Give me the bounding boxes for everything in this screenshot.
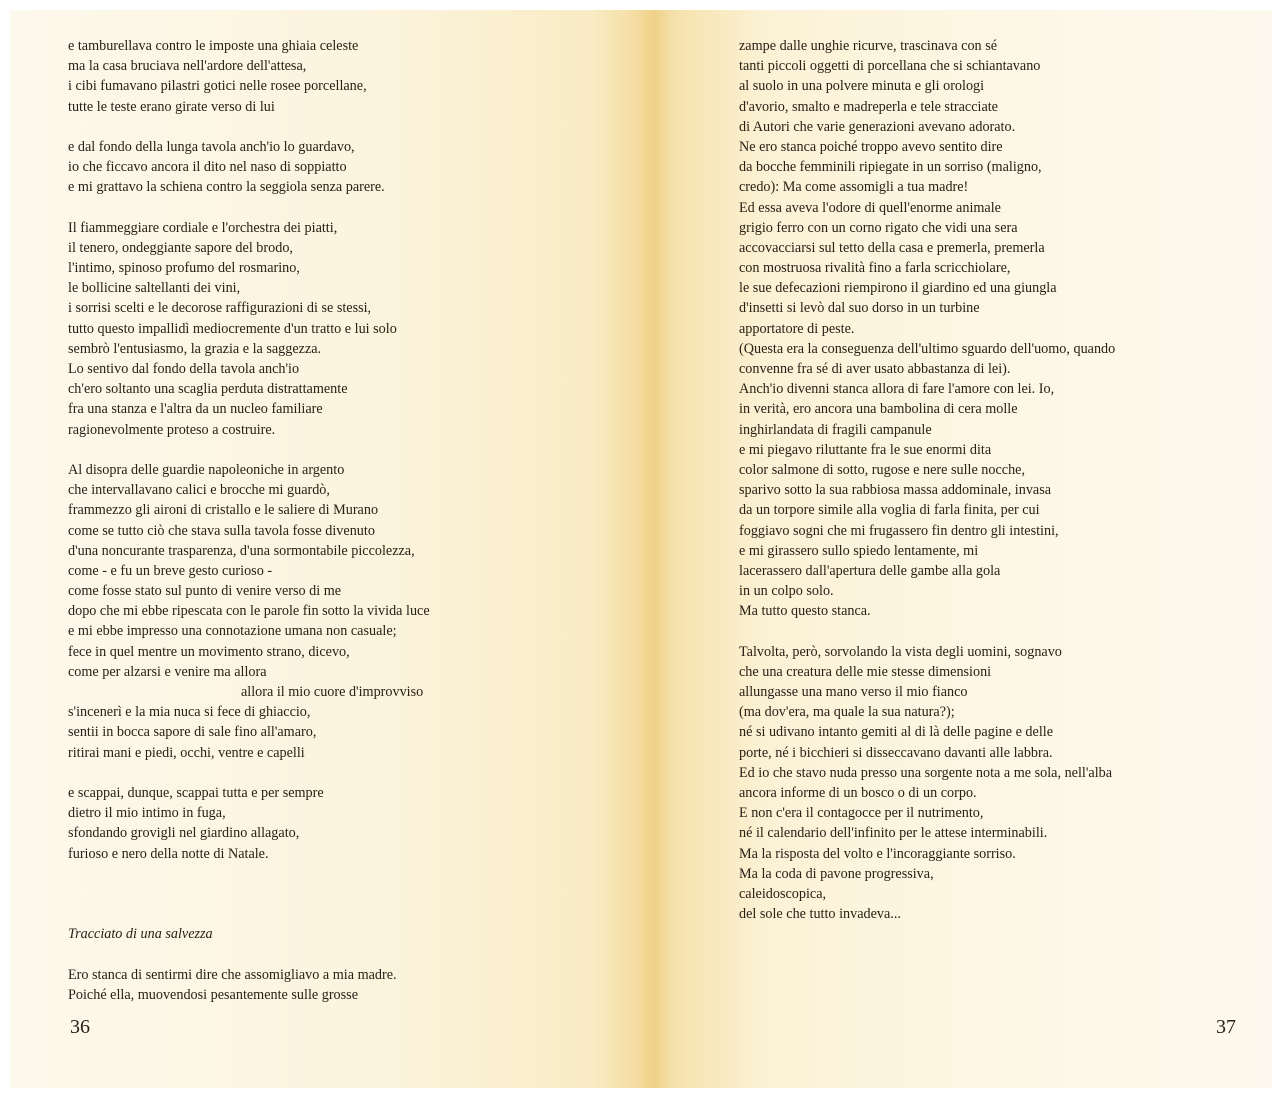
text-line: caleidoscopica, [739,885,827,902]
text-line: Lo sentivo dal fondo della tavola anch'io [68,361,300,377]
left-page [10,10,640,1088]
text-line: le bollicine saltellanti dei vini, [68,280,241,297]
right-page-text [739,36,1115,924]
text-line: d'avorio, smalto e madreperla e tele stracciate [739,98,998,115]
text-line: Anch'io divenni stanca allora di fare l'amore con lei. Io, [739,381,1055,398]
text-line: come se tutto ciò che stava sulla tavola fosse divenuto [68,522,375,539]
text-line: fra una stanza e l'altra da un nucleo familiare [68,401,323,418]
text-line: e mi piegavo riluttante fra le sue enormi dita [739,441,992,458]
stanza-break [68,944,430,964]
text-line: ragionevolmente proteso a costruire. [68,421,276,438]
text-line: e scappai, dunque, scappai tutta e per sempre [68,784,324,801]
text-line: (Questa era la conseguenza dell'ultimo sguardo dell'uomo, quando [739,340,1116,357]
text-line: sentii in bocca sapore di sale fino all'amaro, [68,724,317,741]
text-line: e mi girassero sullo spiedo lentamente, mi [739,542,979,559]
text-line: credo): Ma come assomigli a tua madre! [739,179,969,196]
section-title: Tracciato di una salvezza [68,926,213,943]
text-line: allungasse una mano verso il mio fianco [739,684,968,700]
text-line: i sorrisi scelti e le decorose raffigurazioni di se stessi, [68,300,372,317]
stanza-break [68,198,430,218]
text-line: Ma la risposta del volto e l'incoraggiante sorriso. [739,845,1016,862]
page-number-left: 36 [70,1016,90,1038]
text-line: e dal fondo della lunga tavola anch'io lo guardavo, [68,138,355,155]
text-line: in un colpo solo. [739,583,834,600]
text-line: dietro il mio intimo in fuga, [68,805,226,822]
text-line: Il fiammeggiare cordiale e l'orchestra dei piatti, [68,219,338,236]
text-line: (ma dov'era, ma quale la sua natura?); [739,704,955,721]
text-line: E non c'era il contagocce per il nutrimento, [739,805,984,822]
stanza-break [68,864,430,884]
text-line: in verità, ero ancora una bambolina di cera molle [739,401,1018,418]
text-line: ancora informe di un bosco o di un corpo. [739,784,977,801]
text-line: d'una noncurante trasparenza, d'una sormontabile piccolezza, [68,542,415,559]
text-line: sparivo sotto la sua rabbiosa massa addominale, invasa [739,482,1052,499]
text-line: e tamburellava contro le imposte una ghiaia celeste [68,38,359,54]
text-line: lacerassero dall'apertura delle gambe alla gola [739,562,1001,579]
text-line: ritirai mani e piedi, occhi, ventre e capelli [68,744,305,761]
stanza-break [68,904,430,924]
text-line: da un torpore simile alla voglia di farla finita, per cui [739,502,1040,519]
text-line: zampe dalle unghie ricurve, trascinava con sé [739,38,998,54]
stanza-break [68,884,430,904]
book-spread [10,10,1272,1088]
text-line: sfondando grovigli nel giardino allagato, [68,825,300,842]
text-line: il tenero, ondeggiante sapore del brodo, [68,239,293,256]
text-line: di Autori che varie generazioni avevano adorato. [739,118,1016,135]
text-line: Ne ero stanca poiché troppo avevo sentito dire [739,138,1003,155]
text-line: s'incenerì e la mia nuca si fece di ghiaccio, [68,704,311,721]
text-line: al suolo in una polvere minuta e gli orologi [739,78,985,95]
text-line: grigio ferro con un corno rigato che vidi una sera [739,219,1018,236]
text-line: né il calendario dell'infinito per le attese interminabili. [739,825,1048,842]
text-line: frammezzo gli aironi di cristallo e le saliere di Murano [68,502,379,519]
text-line: color salmone di sotto, rugose e nere sulle nocche, [739,461,1026,478]
text-line: l'intimo, spinoso profumo del rosmarino, [68,260,300,277]
text-line: allora il mio cuore d'improvviso [241,684,424,700]
text-line: né si udivano intanto gemiti al di là delle pagine e delle [739,724,1054,741]
text-line: ma la casa bruciava nell'ardore dell'attesa, [68,58,307,75]
text-line: Ed essa aveva l'odore di quell'enorme animale [739,199,1001,216]
text-line: d'insetti si levò dal suo dorso in un turbine [739,300,980,317]
text-line: Ed io che stavo nuda presso una sorgente nota a me sola, nell'alba [739,764,1113,781]
text-line: dopo che mi ebbe ripescata con le parole fin sotto la vivida luce [68,603,430,620]
stanza-break [68,763,430,783]
right-page [650,10,1272,1088]
page-number-right: 37 [1216,1016,1236,1038]
text-line: da bocche femminili ripiegate in un sorriso (maligno, [739,159,1042,176]
stanza-break [68,440,430,460]
text-line: inghirlandata di fragili campanule [739,421,932,438]
text-line: come per alzarsi e venire ma allora [68,663,267,680]
text-line: e mi ebbe impresso una connotazione umana non casuale; [68,623,397,640]
left-page-text [68,36,430,1005]
text-line: come fosse stato sul punto di venire verso di me [68,583,342,600]
text-line: tutte le teste erano girate verso di lui [68,98,275,115]
text-line: io che ficcavo ancora il dito nel naso di soppiatto [68,159,347,176]
text-line: Ero stanca di sentirmi dire che assomigliavo a mia madre. [68,966,397,983]
text-line: Ma tutto questo stanca. [739,603,871,620]
text-line: porte, né i bicchieri si disseccavano davanti alle labbra. [739,744,1053,761]
text-line: con mostruosa rivalità fino a farla scricchiolare, [739,260,1011,277]
text-line: tutto questo impallidì mediocremente d'un tratto e lui solo [68,320,397,337]
stanza-break [68,117,430,137]
text-line: Ma la coda di pavone progressiva, [739,865,934,882]
text-line: come - e fu un breve gesto curioso - [68,562,273,579]
text-line: le sue defecazioni riempirono il giardino ed una giungla [739,280,1057,297]
text-line: furioso e nero della notte di Natale. [68,845,269,862]
text-line: ch'ero soltanto una scaglia perduta distrattamente [68,381,348,398]
text-line: accovacciarsi sul tetto della casa e premerla, premerla [739,239,1045,256]
text-line: i cibi fumavano pilastri gotici nelle rosee porcellane, [68,78,367,95]
text-line: Talvolta, però, sorvolando la vista degli uomini, sognavo [739,643,1062,660]
text-line: sembrò l'entusiasmo, la grazia e la saggezza. [68,340,322,357]
text-line: convenne fra sé di aver usato abbastanza di lei). [739,361,1011,377]
stanza-break [739,621,1115,641]
text-line: che una creatura delle mie stesse dimensioni [739,663,992,680]
text-line: Poiché ella, muovendosi pesantemente sulle grosse [68,986,358,1003]
text-line: del sole che tutto invadeva... [739,906,901,923]
text-line: che intervallavano calici e brocche mi guardò, [68,482,330,499]
text-line: fece in quel mentre un movimento strano, dicevo, [68,643,350,660]
text-line: e mi grattavo la schiena contro la seggiola senza parere. [68,179,385,196]
text-line: apportatore di peste. [739,320,855,337]
text-line: Al disopra delle guardie napoleoniche in argento [68,461,345,478]
text-line: foggiavo sogni che mi frugassero fin dentro gli intestini, [739,522,1059,539]
text-line: tanti piccoli oggetti di porcellana che si schiantavano [739,58,1041,75]
